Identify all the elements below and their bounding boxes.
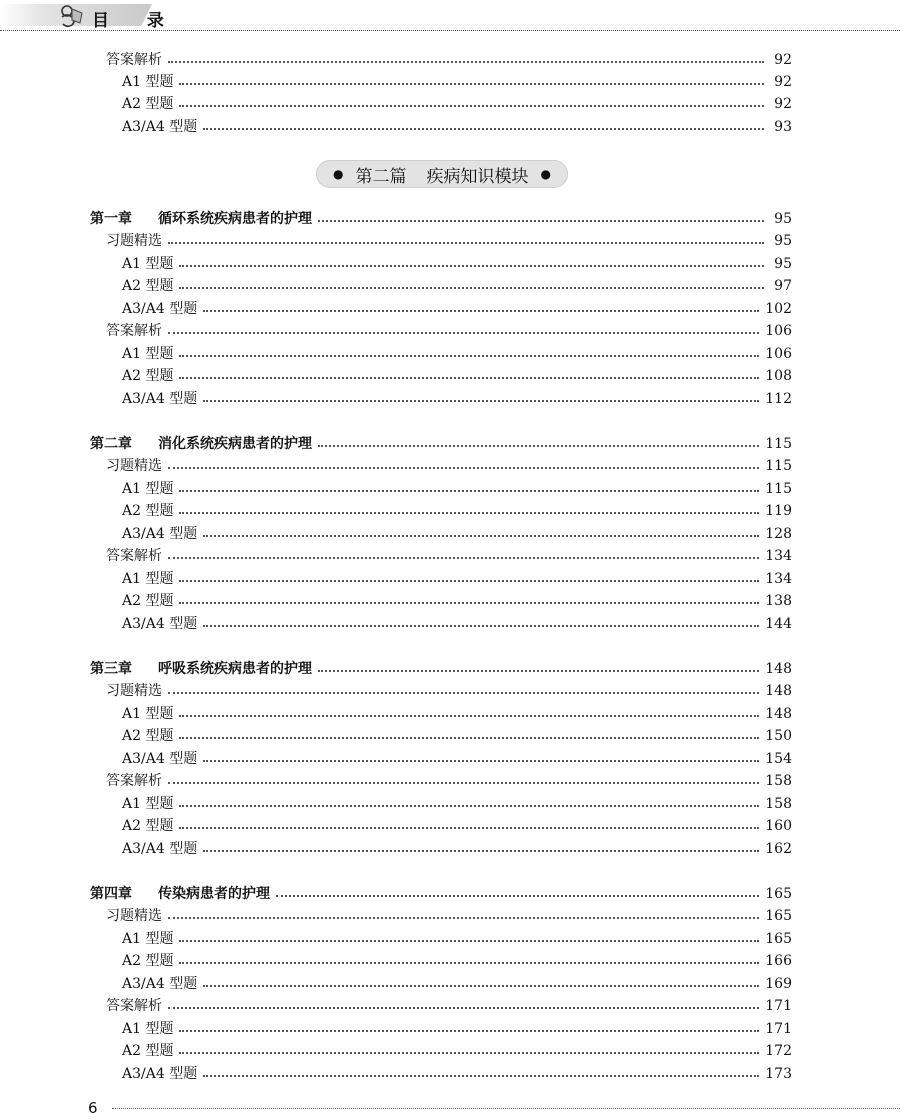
- toc-entry[interactable]: [122, 389, 792, 409]
- dot-leader: [318, 434, 759, 447]
- toc-entry-label: A1 型题: [122, 571, 174, 587]
- toc-entry-page: 134: [765, 571, 792, 587]
- dot-leader: [179, 929, 759, 942]
- toc-entry-page: 93: [774, 119, 792, 135]
- toc-entry-page: 171: [765, 998, 792, 1014]
- dot-leader: [179, 591, 759, 604]
- toc-entry[interactable]: [122, 72, 792, 92]
- book-logo-icon: [56, 3, 86, 29]
- chapter-number: 第二章: [90, 436, 132, 452]
- toc-entry-label: A2 型题: [122, 368, 174, 384]
- toc-entry-page: 144: [765, 616, 792, 632]
- toc-entry[interactable]: [122, 839, 792, 859]
- toc-entry-page: 106: [765, 346, 792, 362]
- toc-entry[interactable]: [106, 771, 792, 791]
- toc-entry[interactable]: [122, 816, 792, 836]
- toc-entry-label: 习题精选: [106, 458, 162, 474]
- footer-rule: [112, 1108, 900, 1109]
- toc-entry-label: A2 型题: [122, 1043, 174, 1059]
- toc-entry[interactable]: [122, 749, 792, 769]
- toc-entry-page: 165: [765, 908, 792, 924]
- chapter-title: 呼吸系统疾病患者的护理: [158, 661, 312, 677]
- dot-leader: [179, 254, 764, 267]
- part-number: 第二篇: [355, 166, 407, 187]
- dot-leader: [168, 50, 764, 63]
- toc-entry-label: A1 型题: [122, 1021, 174, 1037]
- toc-entry-page: 148: [765, 683, 792, 699]
- dot-leader: [276, 884, 759, 897]
- toc-entry-page: 172: [765, 1043, 792, 1059]
- dot-leader: [203, 749, 759, 762]
- chapter-title: 循环系统疾病患者的护理: [158, 211, 312, 227]
- chapter-heading[interactable]: [90, 884, 792, 904]
- toc-entry-label: A1 型题: [122, 256, 174, 272]
- dot-leader: [168, 771, 759, 784]
- toc-entry[interactable]: [122, 1041, 792, 1061]
- toc-entry-label: A1 型题: [122, 346, 174, 362]
- toc-entry[interactable]: [106, 546, 792, 566]
- chapter-number: 第四章: [90, 886, 132, 902]
- toc-entry-page: 148: [765, 706, 792, 722]
- toc-entry-label: 答案解析: [106, 998, 162, 1014]
- dot-leader: [179, 1041, 759, 1054]
- toc-entry-label: A1 型题: [122, 481, 174, 497]
- toc-entry[interactable]: [122, 591, 792, 611]
- toc-entry[interactable]: [106, 906, 792, 926]
- dot-leader: [203, 299, 759, 312]
- toc-entry-page: 108: [765, 368, 792, 384]
- chapter-page: 115: [765, 436, 792, 452]
- toc-entry-label: A2 型题: [122, 728, 174, 744]
- toc-entry-page: 106: [765, 323, 792, 339]
- dot-leader: [318, 209, 764, 222]
- part-banner[interactable]: [316, 160, 568, 188]
- toc-entry[interactable]: [122, 614, 792, 634]
- toc-entry[interactable]: [122, 366, 792, 386]
- dot-leader: [179, 94, 764, 107]
- dot-leader: [203, 839, 759, 852]
- toc-entry-page: 165: [765, 931, 792, 947]
- page-header: [0, 0, 900, 40]
- dot-leader: [168, 906, 759, 919]
- toc-entry-label: A2 型题: [122, 96, 174, 112]
- chapter-number: 第三章: [90, 661, 132, 677]
- toc-entry-page: 115: [765, 481, 792, 497]
- dot-leader: [168, 231, 764, 244]
- dot-leader: [203, 389, 759, 402]
- page-number: 6: [88, 1099, 98, 1117]
- toc-entry[interactable]: [122, 94, 792, 114]
- toc-entry-label: A3/A4 型题: [122, 751, 198, 767]
- chapter-heading[interactable]: [90, 659, 792, 679]
- toc-entry-label: A3/A4 型题: [122, 301, 198, 317]
- dot-leader: [179, 276, 764, 289]
- toc-entry[interactable]: [106, 996, 792, 1016]
- header-rule: [0, 30, 900, 31]
- toc-entry-label: A3/A4 型题: [122, 1066, 198, 1082]
- toc-entry-label: A3/A4 型题: [122, 976, 198, 992]
- toc-entry-page: 150: [765, 728, 792, 744]
- toc-entry[interactable]: [106, 681, 792, 701]
- dot-leader: [179, 569, 759, 582]
- toc-entry[interactable]: [122, 1064, 792, 1084]
- dot-leader: [179, 366, 759, 379]
- toc-entry-page: 102: [765, 301, 792, 317]
- toc-entry-page: 158: [765, 773, 792, 789]
- dot-leader: [168, 456, 759, 469]
- toc-entry-label: 答案解析: [106, 52, 162, 68]
- chapter-number: 第一章: [90, 211, 132, 227]
- toc-entry[interactable]: [106, 321, 792, 341]
- chapter-page: 148: [765, 661, 792, 677]
- toc-entry-label: A2 型题: [122, 278, 174, 294]
- dot-leader: [179, 951, 759, 964]
- toc-entry-label: A3/A4 型题: [122, 616, 198, 632]
- toc-entry-label: A2 型题: [122, 593, 174, 609]
- toc-entry[interactable]: [122, 524, 792, 544]
- toc-entry-page: 169: [765, 976, 792, 992]
- toc-entry-page: 134: [765, 548, 792, 564]
- dot-leader: [179, 479, 759, 492]
- toc-entry[interactable]: [122, 974, 792, 994]
- dot-leader: [318, 659, 759, 672]
- chapter-page: 95: [774, 211, 792, 227]
- chapter-heading[interactable]: [90, 209, 792, 229]
- toc-entry-label: A3/A4 型题: [122, 391, 198, 407]
- dot-leader: [179, 704, 759, 717]
- toc-entry[interactable]: [122, 704, 792, 724]
- toc-entry-page: 92: [774, 52, 792, 68]
- toc-entry-label: 答案解析: [106, 548, 162, 564]
- toc-entry-label: A2 型题: [122, 503, 174, 519]
- toc-entry-page: 166: [765, 953, 792, 969]
- toc-entry[interactable]: [106, 50, 792, 70]
- toc-entry-page: 95: [774, 233, 792, 249]
- dot-leader: [179, 726, 759, 739]
- toc-entry-page: 154: [765, 751, 792, 767]
- toc-entry-label: A1 型题: [122, 74, 174, 90]
- chapter-title: 传染病患者的护理: [158, 886, 270, 902]
- toc-entry-page: 171: [765, 1021, 792, 1037]
- dot-leader: [203, 974, 759, 987]
- bullet-icon: ●: [540, 167, 551, 181]
- toc-entry[interactable]: [122, 726, 792, 746]
- toc-entry-page: 128: [765, 526, 792, 542]
- toc-entry-label: 答案解析: [106, 773, 162, 789]
- toc-entry[interactable]: [122, 501, 792, 521]
- toc-entry-label: 习题精选: [106, 683, 162, 699]
- toc-entry[interactable]: [122, 794, 792, 814]
- toc-entry[interactable]: [122, 1019, 792, 1039]
- chapter-heading[interactable]: [90, 434, 792, 454]
- bullet-icon: ●: [333, 167, 344, 181]
- part-name: 疾病知识模块: [426, 166, 529, 187]
- dot-leader: [179, 72, 764, 85]
- dot-leader: [179, 794, 759, 807]
- toc-entry-page: 158: [765, 796, 792, 812]
- toc-entry-page: 112: [765, 391, 792, 407]
- dot-leader: [179, 1019, 759, 1032]
- dot-leader: [179, 816, 759, 829]
- chapter-page: 165: [765, 886, 792, 902]
- dot-leader: [168, 996, 759, 1009]
- dot-leader: [203, 1064, 759, 1077]
- toc-entry-page: 95: [774, 256, 792, 272]
- toc-entry[interactable]: [122, 276, 792, 296]
- dot-leader: [203, 614, 759, 627]
- toc-entry[interactable]: [122, 951, 792, 971]
- toc-entry-label: A3/A4 型题: [122, 526, 198, 542]
- toc-entry[interactable]: [106, 456, 792, 476]
- toc-entry-label: A2 型题: [122, 818, 174, 834]
- dot-leader: [168, 681, 759, 694]
- toc-entry[interactable]: [106, 231, 792, 251]
- toc-entry-label: 答案解析: [106, 323, 162, 339]
- toc-entry-label: A3/A4 型题: [122, 841, 198, 857]
- toc-entry-page: 138: [765, 593, 792, 609]
- dot-leader: [168, 321, 759, 334]
- toc-entry-label: A1 型题: [122, 796, 174, 812]
- toc-entry[interactable]: [122, 344, 792, 364]
- toc-entry-label: A2 型题: [122, 953, 174, 969]
- toc-entry-label: A1 型题: [122, 706, 174, 722]
- dot-leader: [203, 524, 759, 537]
- dot-leader: [179, 501, 759, 514]
- dot-leader: [168, 546, 759, 559]
- toc-entry[interactable]: [122, 299, 792, 319]
- toc-entry-label: 习题精选: [106, 908, 162, 924]
- toc-entry[interactable]: [122, 929, 792, 949]
- dot-leader: [179, 344, 759, 357]
- toc-entry-page: 115: [765, 458, 792, 474]
- toc-entry[interactable]: [122, 569, 792, 589]
- toc-entry-label: A1 型题: [122, 931, 174, 947]
- toc-entry-page: 119: [765, 503, 792, 519]
- toc-entry-label: 习题精选: [106, 233, 162, 249]
- toc-entry[interactable]: [122, 117, 792, 137]
- toc-entry-page: 162: [765, 841, 792, 857]
- toc-entry-page: 92: [774, 96, 792, 112]
- toc-entry-page: 160: [765, 818, 792, 834]
- toc-entry-page: 173: [765, 1066, 792, 1082]
- toc-entry-page: 97: [774, 278, 792, 294]
- chapter-title: 消化系统疾病患者的护理: [158, 436, 312, 452]
- header-title: 目 录: [92, 11, 180, 31]
- toc-entry-label: A3/A4 型题: [122, 119, 198, 135]
- toc-entry[interactable]: [122, 479, 792, 499]
- toc-entry[interactable]: [122, 254, 792, 274]
- toc-entry-page: 92: [774, 74, 792, 90]
- dot-leader: [203, 117, 764, 130]
